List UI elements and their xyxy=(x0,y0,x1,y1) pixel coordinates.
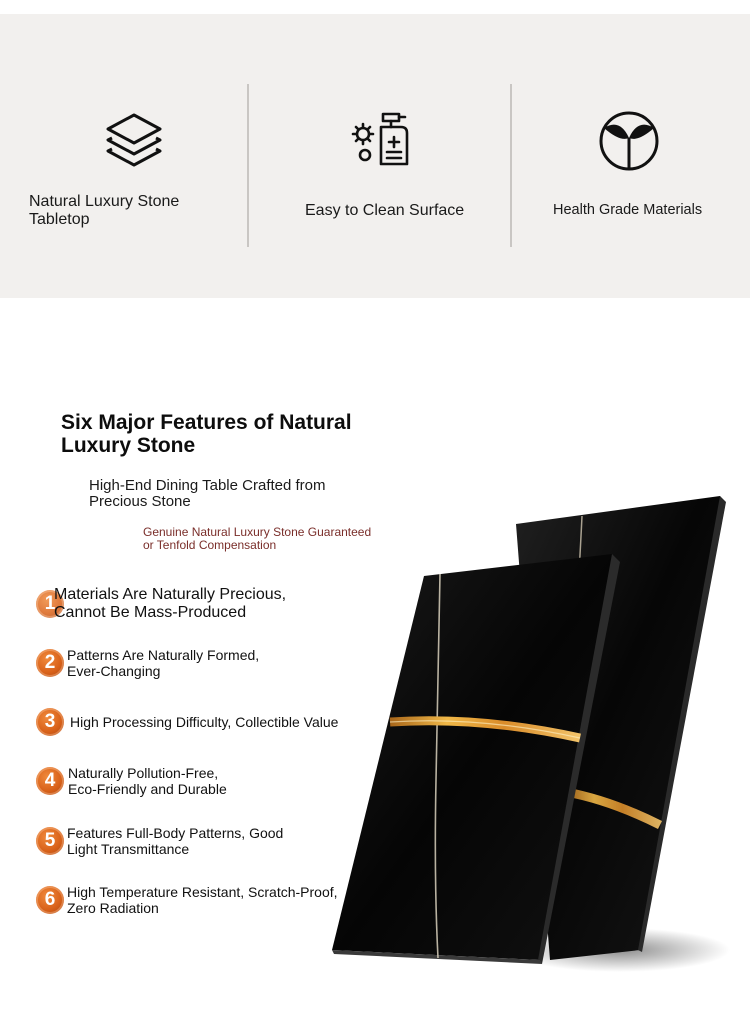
feature-label-line1: Natural Luxury Stone xyxy=(29,193,180,210)
stone-slabs-image xyxy=(320,480,750,1000)
item-line1: Materials Are Naturally Precious, xyxy=(54,586,287,603)
item-line1: High Processing Difficulty, Collectible Value xyxy=(70,714,339,730)
item-line1: Features Full-Body Patterns, Good xyxy=(67,825,284,841)
item-text xyxy=(70,714,338,730)
feature-label-health-grade: Health Grade Materials xyxy=(553,202,703,218)
item-line1: Naturally Pollution-Free, xyxy=(68,765,219,781)
number-badge: 5 xyxy=(36,827,64,855)
layers-icon xyxy=(104,112,164,170)
item-text xyxy=(54,586,286,622)
item-text xyxy=(68,765,227,797)
feature-label-easy-clean: Easy to Clean Surface xyxy=(305,202,465,219)
item-line2: Zero Radiation xyxy=(67,900,159,916)
number-badge: 3 xyxy=(36,708,64,736)
number-badge: 4 xyxy=(36,767,64,795)
item-line1: High Temperature Resistant, Scratch-Proof, xyxy=(67,884,338,900)
number-badge: 6 xyxy=(36,886,64,914)
feature-label-stone-tabletop xyxy=(29,193,229,229)
cleaning-bottle-icon xyxy=(351,110,411,170)
item-text xyxy=(67,647,259,679)
divider-right xyxy=(510,84,512,247)
number-badge: 1 xyxy=(36,590,64,618)
item-line1: Patterns Are Naturally Formed, xyxy=(67,647,260,663)
leaf-sprout-icon xyxy=(598,110,660,172)
item-line2: Ever-Changing xyxy=(67,663,161,679)
subtitle-line2: Precious Stone xyxy=(89,493,191,510)
section-title: Six Major Features of Natural Luxury Stone xyxy=(61,411,352,457)
item-text xyxy=(67,825,283,857)
features-band xyxy=(0,14,750,298)
item-line2: Cannot Be Mass-Produced xyxy=(54,604,247,621)
guarantee-line1: Genuine Natural Luxury Stone Guaranteed xyxy=(143,525,372,539)
item-line2: Eco-Friendly and Durable xyxy=(68,781,227,797)
section-subtitle xyxy=(89,478,359,510)
guarantee-line2: or Tenfold Compensation xyxy=(143,538,277,552)
item-line2: Light Transmittance xyxy=(67,841,190,857)
item-text xyxy=(67,884,338,916)
feature-label-line2: Tabletop xyxy=(29,211,90,228)
number-badge: 2 xyxy=(36,649,64,677)
divider-left xyxy=(247,84,249,247)
subtitle-line1: High-End Dining Table Crafted from xyxy=(89,477,326,494)
